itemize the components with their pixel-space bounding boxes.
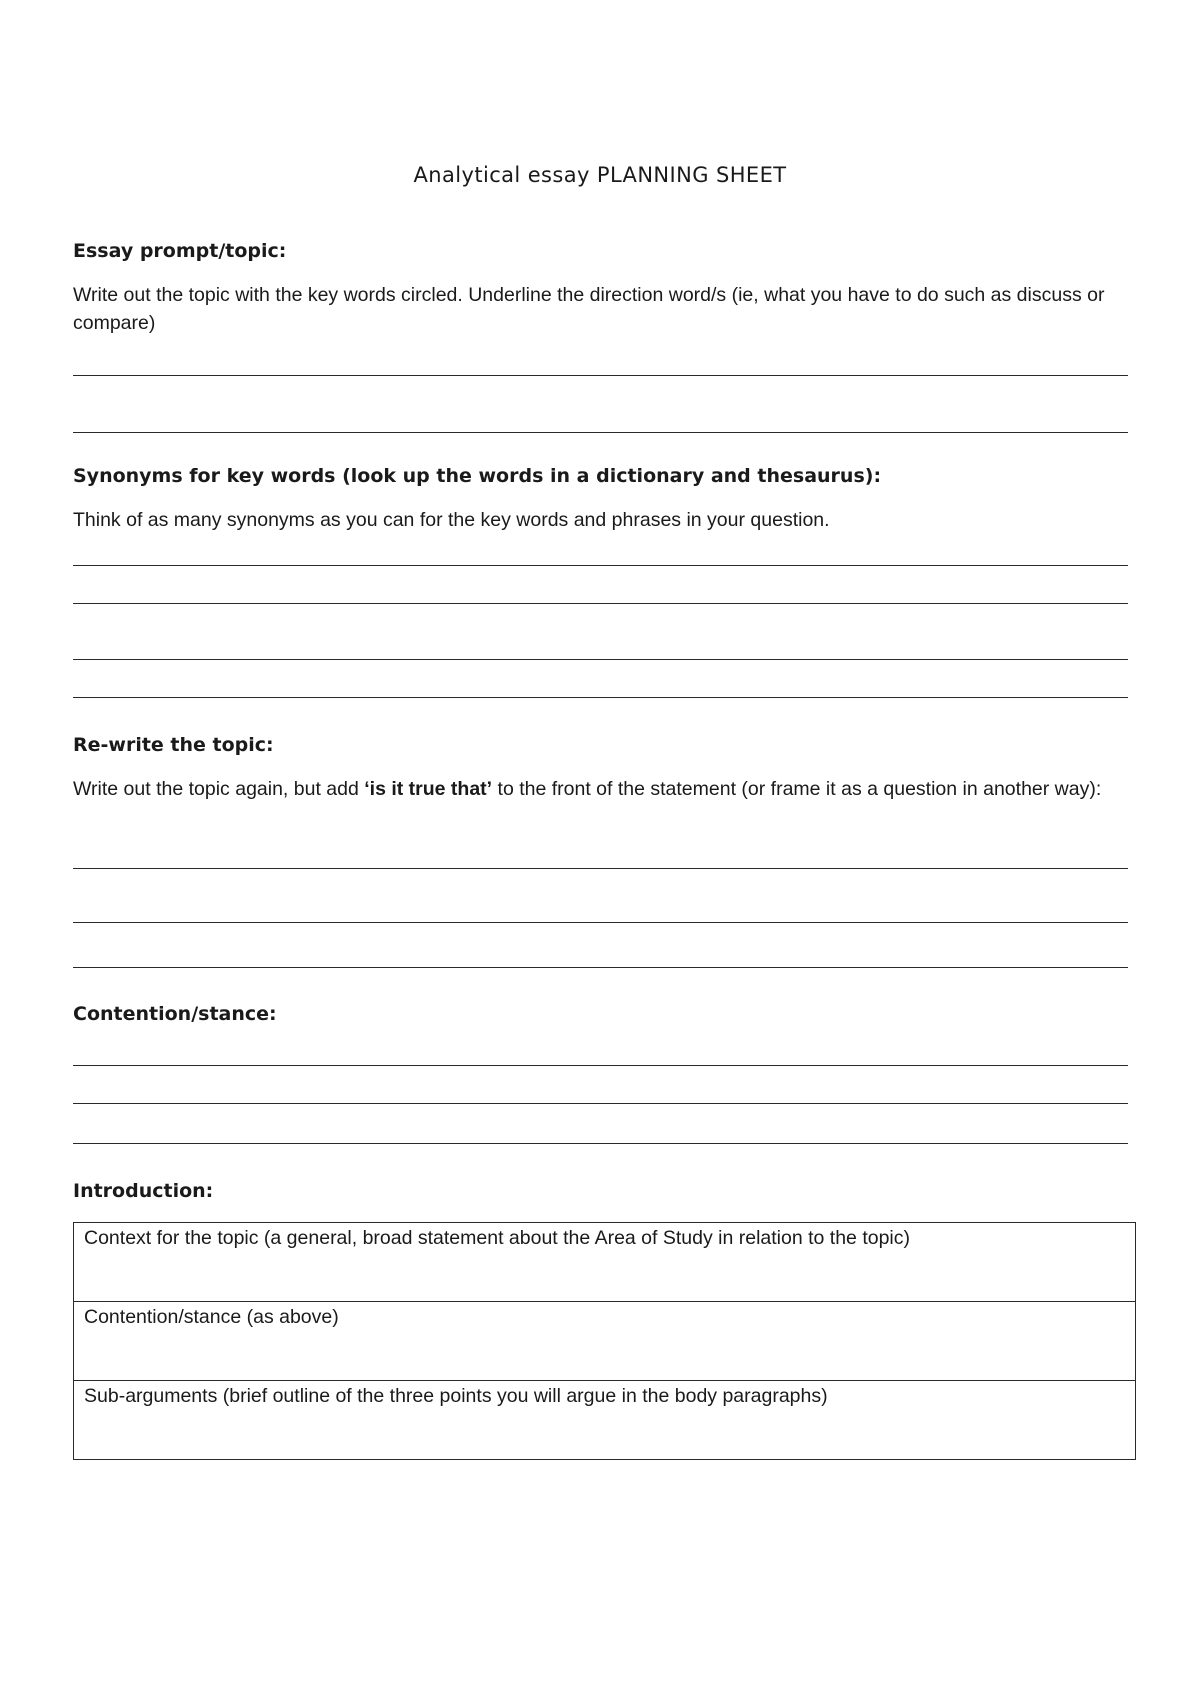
prompt-heading: Essay prompt/topic: bbox=[73, 240, 287, 262]
rewrite-writing-line[interactable] bbox=[73, 922, 1128, 923]
table-row bbox=[74, 1302, 1136, 1381]
table-row bbox=[74, 1223, 1136, 1302]
contention-writing-line[interactable] bbox=[73, 1065, 1128, 1066]
page-title: Analytical essay PLANNING SHEET bbox=[413, 163, 787, 187]
rewrite-instruction-post: to the front of the statement (or frame it as a question in another way): bbox=[492, 778, 1102, 800]
rewrite-writing-line[interactable] bbox=[73, 967, 1128, 968]
synonyms-writing-line[interactable] bbox=[73, 697, 1128, 698]
rewrite-instruction-emphasis: ‘is it true that’ bbox=[364, 778, 493, 800]
synonyms-writing-line[interactable] bbox=[73, 659, 1128, 660]
synonyms-writing-line[interactable] bbox=[73, 603, 1128, 604]
intro-subarguments-cell[interactable]: Sub-arguments (brief outline of the three points you will argue in the body paragraphs) bbox=[74, 1381, 1136, 1460]
synonyms-writing-line[interactable] bbox=[73, 565, 1128, 566]
prompt-writing-line[interactable] bbox=[73, 375, 1128, 376]
intro-contention-cell[interactable]: Contention/stance (as above) bbox=[74, 1302, 1136, 1381]
introduction-heading: Introduction: bbox=[73, 1180, 214, 1202]
rewrite-writing-line[interactable] bbox=[73, 868, 1128, 869]
synonyms-heading: Synonyms for key words (look up the words in a dictionary and thesaurus): bbox=[73, 465, 882, 487]
contention-heading: Contention/stance: bbox=[73, 1003, 277, 1025]
synonyms-instruction: Think of as many synonyms as you can for the key words and phrases in your question. bbox=[73, 509, 830, 531]
prompt-writing-line[interactable] bbox=[73, 432, 1128, 433]
introduction-table bbox=[73, 1222, 1136, 1460]
rewrite-instruction-pre: Write out the topic again, but add bbox=[73, 778, 365, 800]
contention-writing-line[interactable] bbox=[73, 1143, 1128, 1144]
prompt-instruction: Write out the topic with the key words circled. Underline the direction word/s (ie, what you have to do such as discuss or compare) bbox=[73, 284, 1105, 334]
contention-writing-line[interactable] bbox=[73, 1103, 1128, 1104]
table-row bbox=[74, 1381, 1136, 1460]
rewrite-heading: Re-write the topic: bbox=[73, 734, 274, 756]
intro-context-cell[interactable]: Context for the topic (a general, broad statement about the Area of Study in relation to the topic) bbox=[74, 1223, 1136, 1302]
rewrite-instruction bbox=[73, 775, 1133, 803]
